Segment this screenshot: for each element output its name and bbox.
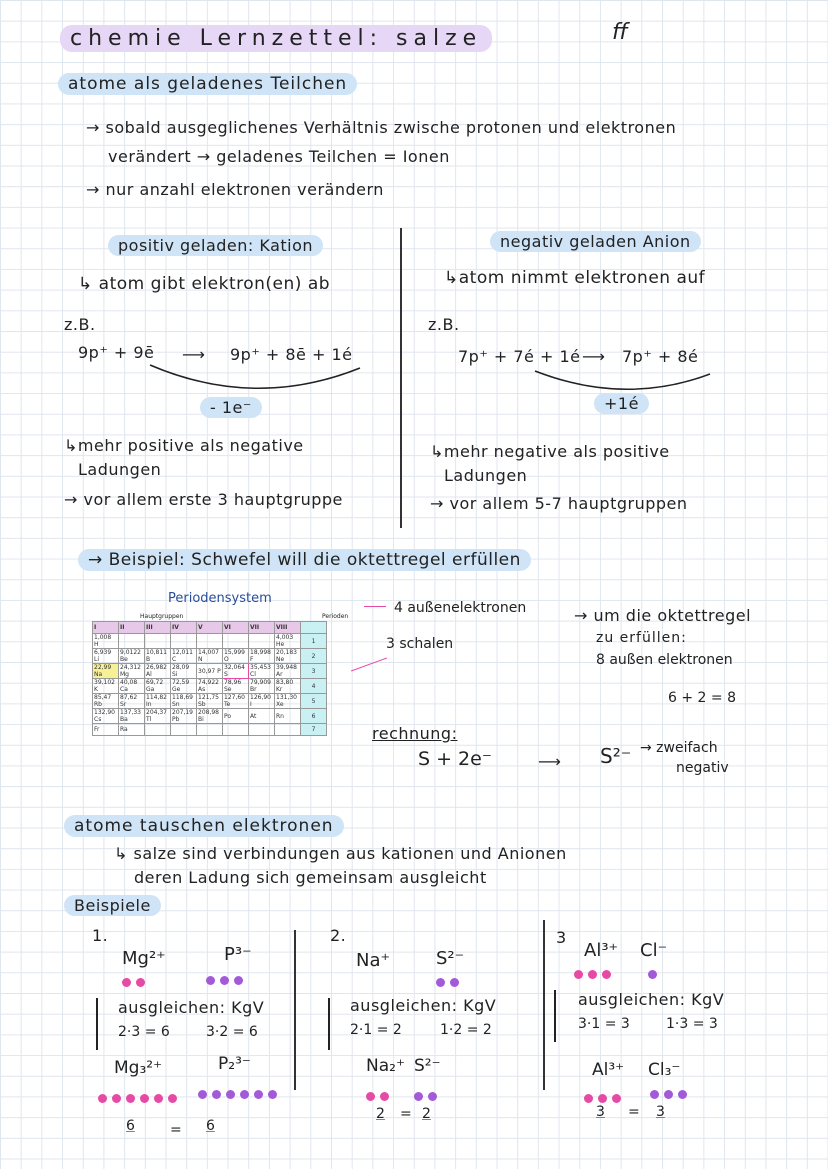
anion-heading-text: negativ geladen Anion xyxy=(490,231,701,252)
pt-cell: 1,008 H xyxy=(93,634,119,649)
annot-pointer-2 xyxy=(351,658,387,672)
column-divider xyxy=(400,228,402,528)
ex3-ion2: Cl⁻ xyxy=(640,940,668,961)
calc-note2: negativ xyxy=(676,760,729,776)
pt-cell: 114,82 In xyxy=(145,694,171,709)
ex3-kgv: ausgleichen: KgV xyxy=(578,990,725,1009)
anion-note3: → vor allem 5-7 hauptgruppen xyxy=(430,494,688,513)
pt-group-header: III xyxy=(145,622,171,634)
pt-cell: 4,003 He xyxy=(275,634,301,649)
anion-note2: Ladungen xyxy=(444,466,528,485)
pt-group-header: V xyxy=(197,622,223,634)
example-heading xyxy=(78,550,531,570)
ex2-dots1 xyxy=(436,972,464,991)
pt-cell: 22,99 Na xyxy=(93,664,119,679)
ex3-num: 3 xyxy=(556,928,567,947)
pt-cell: 18,998 F xyxy=(249,649,275,664)
anion-zb: z.B. xyxy=(428,315,460,334)
anion-heading xyxy=(490,232,701,251)
ex2-arrow-line xyxy=(328,998,330,1050)
ex2-calc1: 2·1 = 2 xyxy=(350,1022,402,1038)
arrow-icon: ⟶ xyxy=(538,752,562,771)
pt-cell: 24,312 Mg xyxy=(119,664,145,679)
perioden-label: Perioden xyxy=(322,613,349,620)
pt-cell xyxy=(249,724,275,736)
pt-cell xyxy=(223,634,249,649)
examples-label xyxy=(64,896,161,915)
pt-cell: 10,811 B xyxy=(145,649,171,664)
oktett-right-1: → um die oktettregel xyxy=(574,606,752,625)
pt-cell: 207,19 Pb xyxy=(171,709,197,724)
pt-cell xyxy=(197,724,223,736)
kation-note1: ↳mehr positive als negative xyxy=(64,436,304,455)
pt-cell: 39,948 Ar xyxy=(275,664,301,679)
ex3-eq: = xyxy=(628,1104,640,1120)
calc-label: rechnung: xyxy=(372,724,458,743)
annot-valence: 4 außenelektronen xyxy=(394,600,527,616)
kation-heading-text: positiv geladen: Kation xyxy=(108,235,323,256)
pt-cell: 127,60 Te xyxy=(223,694,249,709)
section2-line1: ↳ salze sind verbindungen aus kationen und Anionen xyxy=(114,844,567,863)
pt-cell: 121,75 Sb xyxy=(197,694,223,709)
pt-cell: 126,90 I xyxy=(249,694,275,709)
ex3-result1: Al³⁺ xyxy=(592,1060,625,1080)
pt-cell xyxy=(171,634,197,649)
ex3-calc1: 3·1 = 3 xyxy=(578,1016,630,1032)
pt-cell: 204,37 Tl xyxy=(145,709,171,724)
calc-result: S²⁻ xyxy=(600,744,632,768)
anion-eq-left: 7p⁺ + 7é + 1é xyxy=(458,347,581,366)
pt-cell: 79,909 Br xyxy=(249,679,275,694)
pt-cell: 12,011 C xyxy=(171,649,197,664)
pt-cell: 85,47 Rb xyxy=(93,694,119,709)
kation-arc xyxy=(145,360,375,400)
pt-cell: Ra xyxy=(119,724,145,736)
ex3-dots4 xyxy=(650,1084,692,1103)
ex1-num: 1. xyxy=(92,926,109,945)
pt-period-number: 3 xyxy=(301,664,327,679)
ex1-dots3 xyxy=(98,1088,182,1107)
section2-line2: deren Ladung sich gemeinsam ausgleicht xyxy=(134,868,487,887)
pt-period-number: 7 xyxy=(301,724,327,736)
ex2-ion1: Na⁺ xyxy=(356,950,390,971)
pt-cell: 32,064 S xyxy=(223,664,249,679)
section-heading-atoms-text: atome als geladenes Teilchen xyxy=(58,73,357,95)
pt-cell: 40,08 Ca xyxy=(119,679,145,694)
ex1-calc2: 3·2 = 6 xyxy=(206,1024,258,1040)
ex2-ion2: S²⁻ xyxy=(436,948,465,969)
ex1-result2: P₂³⁻ xyxy=(218,1054,251,1074)
ex2-result2: S²⁻ xyxy=(414,1056,441,1076)
ex2-calc2: 1·2 = 2 xyxy=(440,1022,492,1038)
pt-cell xyxy=(223,724,249,736)
pt-cell: 118,69 Sn xyxy=(171,694,197,709)
ex3-count2: 3 xyxy=(656,1104,665,1120)
arrow-icon: ⟶ xyxy=(582,347,606,366)
ex1-arrow-line xyxy=(96,998,98,1050)
anion-eq-right: 7p⁺ + 8é xyxy=(622,347,699,366)
ex3-dots3 xyxy=(584,1088,626,1107)
pt-cell: Rn xyxy=(275,709,301,724)
ex2-kgv: ausgleichen: KgV xyxy=(350,996,497,1015)
pt-cell: 78,96 Se xyxy=(223,679,249,694)
pt-cell xyxy=(119,634,145,649)
oktett-right-2: zu erfüllen: xyxy=(596,630,687,646)
pt-cell xyxy=(145,634,171,649)
pt-cell: 87,62 Sr xyxy=(119,694,145,709)
pt-group-header: VII xyxy=(249,622,275,634)
example-divider-1 xyxy=(294,930,296,1090)
kation-heading xyxy=(108,236,323,255)
ex3-dots2 xyxy=(648,964,662,983)
ex3-result2: Cl₃⁻ xyxy=(648,1060,681,1080)
pt-period-number: 6 xyxy=(301,709,327,724)
ex1-dots2 xyxy=(206,970,248,989)
section1-line1: → sobald ausgeglichenes Verhältnis zwische protonen und elektronen xyxy=(86,118,677,137)
ex1-count2: 6 xyxy=(206,1118,215,1134)
section-heading-exchange xyxy=(64,816,344,836)
ex1-dots1 xyxy=(122,972,150,991)
section-heading-exchange-text: atome tauschen elektronen xyxy=(64,815,344,837)
pt-cell: 30,97 P xyxy=(197,664,223,679)
periodic-title: Periodensystem xyxy=(168,591,272,606)
anion-arc xyxy=(530,366,720,396)
pt-cell: 14,007 N xyxy=(197,649,223,664)
example-heading-text: → Beispiel: Schwefel will die oktettregel erfüllen xyxy=(78,549,531,571)
pt-cell: 39,102 K xyxy=(93,679,119,694)
anion-change-text: +1é xyxy=(594,393,649,414)
kation-eq-right: 9p⁺ + 8ē + 1é xyxy=(230,345,353,364)
pt-group-header: VI xyxy=(223,622,249,634)
kation-note2: Ladungen xyxy=(78,460,162,479)
pt-period-number: 4 xyxy=(301,679,327,694)
pt-cell: 26,982 Al xyxy=(145,664,171,679)
pt-cell xyxy=(171,724,197,736)
pt-period-number: 5 xyxy=(301,694,327,709)
section1-line3: → nur anzahl elektronen verändern xyxy=(86,180,384,199)
ex2-eq: = xyxy=(400,1106,412,1122)
pt-cell: 69,72 Ga xyxy=(145,679,171,694)
anion-desc: ↳atom nimmt elektronen auf xyxy=(444,268,706,288)
ex3-calc2: 1·3 = 3 xyxy=(666,1016,718,1032)
ex3-dots1 xyxy=(574,964,616,983)
pt-cell: 83,80 Kr xyxy=(275,679,301,694)
ex3-arrow-line xyxy=(554,990,556,1042)
page-title-text: chemie Lernzettel: salze xyxy=(60,25,492,52)
anion-change xyxy=(594,394,649,413)
pt-period-number: 1 xyxy=(301,634,327,649)
pt-cell: At xyxy=(249,709,275,724)
ex2-num: 2. xyxy=(330,926,347,945)
ex2-count2: 2 xyxy=(422,1106,431,1122)
pt-cell xyxy=(249,634,275,649)
examples-label-text: Beispiele xyxy=(64,895,161,916)
pt-cell: 15,999 O xyxy=(223,649,249,664)
pt-cell xyxy=(145,724,171,736)
pt-group-header: I xyxy=(93,622,119,634)
kation-note3: → vor allem erste 3 hauptgruppe xyxy=(64,490,343,509)
pt-cell: Po xyxy=(223,709,249,724)
calc-eq: S + 2e⁻ xyxy=(418,748,492,770)
pt-cell: 72,59 Ge xyxy=(171,679,197,694)
pt-cell: 74,922 As xyxy=(197,679,223,694)
ex1-count1: 6 xyxy=(126,1118,135,1134)
pt-cell: 28,09 Si xyxy=(171,664,197,679)
pt-cell: 131,30 Xe xyxy=(275,694,301,709)
kation-change-text: - 1e⁻ xyxy=(200,397,262,418)
pt-cell: 35,453 Cl xyxy=(249,664,275,679)
ex1-calc1: 2·3 = 6 xyxy=(118,1024,170,1040)
hauptgruppen-label: Hauptgruppen xyxy=(140,613,184,620)
pt-cell: 132,90 Cs xyxy=(93,709,119,724)
pt-period-header xyxy=(301,622,327,634)
section1-line2: verändert → geladenes Teilchen = Ionen xyxy=(108,147,450,166)
ex2-result1: Na₂⁺ xyxy=(366,1056,405,1076)
kation-desc: ↳ atom gibt elektron(en) ab xyxy=(78,274,331,294)
ex1-kgv: ausgleichen: KgV xyxy=(118,998,265,1017)
pt-cell xyxy=(197,634,223,649)
pt-cell: 137,33 Ba xyxy=(119,709,145,724)
periodic-table xyxy=(92,621,327,736)
ex1-eq: = xyxy=(170,1122,182,1138)
pt-cell: 9,0122 Be xyxy=(119,649,145,664)
ex3-ion1: Al³⁺ xyxy=(584,940,619,961)
anion-note1: ↳mehr negative als positive xyxy=(430,442,670,461)
pt-cell xyxy=(275,724,301,736)
ex1-ion1: Mg²⁺ xyxy=(122,948,166,969)
ex1-dots4 xyxy=(198,1084,282,1103)
kation-eq-left: 9p⁺ + 9ē xyxy=(78,343,155,362)
pt-period-number: 2 xyxy=(301,649,327,664)
pt-cell: 6,939 Li xyxy=(93,649,119,664)
ex2-dots3 xyxy=(414,1086,442,1105)
ex1-result1: Mg₃²⁺ xyxy=(114,1058,163,1078)
page-title xyxy=(60,26,492,51)
calc-note1: → zweifach xyxy=(640,740,718,756)
pt-group-header: IV xyxy=(171,622,197,634)
signature: ff xyxy=(612,20,628,45)
ex2-count1: 2 xyxy=(376,1106,385,1122)
pt-cell: Fr xyxy=(93,724,119,736)
example-divider-2 xyxy=(543,920,545,1090)
annot-pointer-1 xyxy=(364,606,386,607)
oktett-right-3: 8 außen elektronen xyxy=(596,652,733,668)
pt-cell: 20,183 Ne xyxy=(275,649,301,664)
oktett-sum: 6 + 2 = 8 xyxy=(668,690,736,706)
ex2-dots2 xyxy=(366,1086,394,1105)
pt-group-header: II xyxy=(119,622,145,634)
section-heading-atoms xyxy=(58,74,357,94)
ex1-ion2: P³⁻ xyxy=(224,944,252,965)
ex3-count1: 3 xyxy=(596,1104,605,1120)
kation-change xyxy=(200,398,262,417)
arrow-icon: ⟶ xyxy=(182,345,206,364)
annot-shells: 3 schalen xyxy=(386,636,454,652)
pt-group-header: VIII xyxy=(275,622,301,634)
pt-cell: 208,98 Bi xyxy=(197,709,223,724)
kation-zb: z.B. xyxy=(64,315,96,334)
